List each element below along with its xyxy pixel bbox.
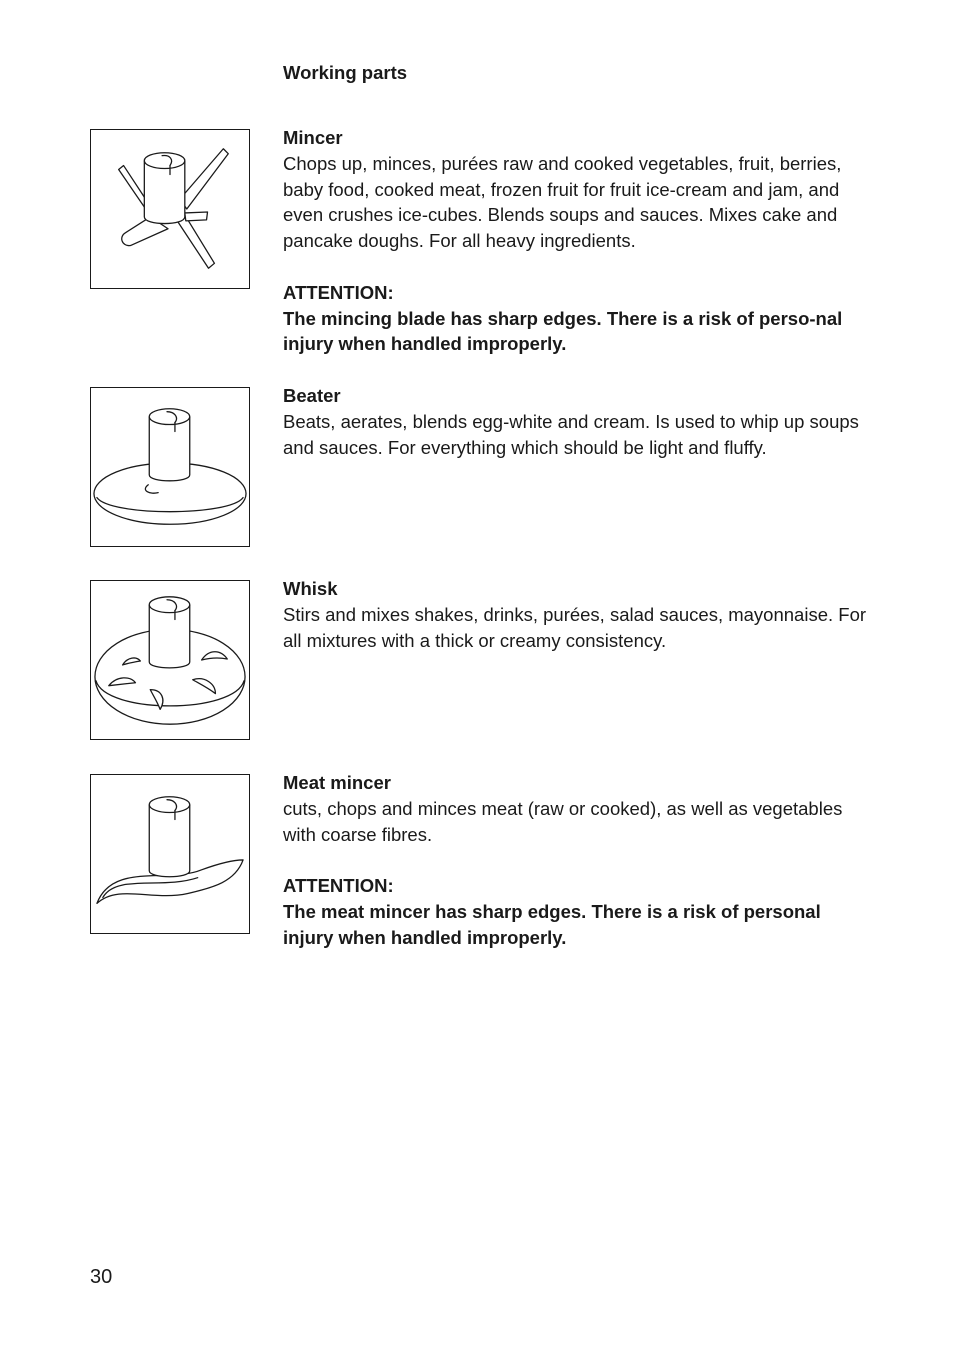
section-description: Beats, aerates, blends egg-white and cream. Is used to whip up soups and sauces. For everything which should be light and fluffy. bbox=[283, 410, 859, 458]
section-description: cuts, chops and minces meat (raw or cooked), as well as vegetables with coarse fibres. bbox=[283, 797, 843, 845]
attention-text: The mincing blade has sharp edges. There is a risk of perso-nal injury when handled improperly. bbox=[283, 307, 843, 355]
attention-label: ATTENTION: bbox=[283, 281, 394, 303]
section-title: Beater bbox=[283, 385, 341, 406]
section-title: Whisk bbox=[283, 578, 338, 599]
section-title: Meat mincer bbox=[283, 772, 391, 793]
page-heading: Working parts bbox=[283, 62, 408, 83]
section-meat-mincer bbox=[283, 770, 873, 951]
section-whisk bbox=[283, 576, 873, 653]
section-mincer bbox=[283, 125, 873, 357]
section-beater bbox=[283, 383, 873, 460]
section-description: Stirs and mixes shakes, drinks, purées, salad sauces, mayonnaise. For all mixtures with a thick or creamy consistency. bbox=[283, 603, 867, 651]
attention-text: The meat mincer has sharp edges. There is a risk of personal injury when handled improperly. bbox=[283, 900, 821, 948]
page-number: 30 bbox=[90, 1266, 113, 1288]
section-description: Chops up, minces, purées raw and cooked vegetables, fruit, berries, baby food, cooked meat, frozen fruit for fruit ice-cream and jam, and even crushes ice-cubes. Blends soups and sauces. Mixes cake and pancake doughs. For all heavy ingredients. bbox=[283, 152, 842, 252]
meat-mincer-illustration bbox=[90, 774, 250, 934]
section-title: Mincer bbox=[283, 127, 343, 148]
beater-illustration bbox=[90, 387, 250, 547]
whisk-illustration bbox=[90, 580, 250, 740]
mincer-blade-illustration bbox=[90, 129, 250, 289]
attention-label: ATTENTION: bbox=[283, 875, 394, 897]
